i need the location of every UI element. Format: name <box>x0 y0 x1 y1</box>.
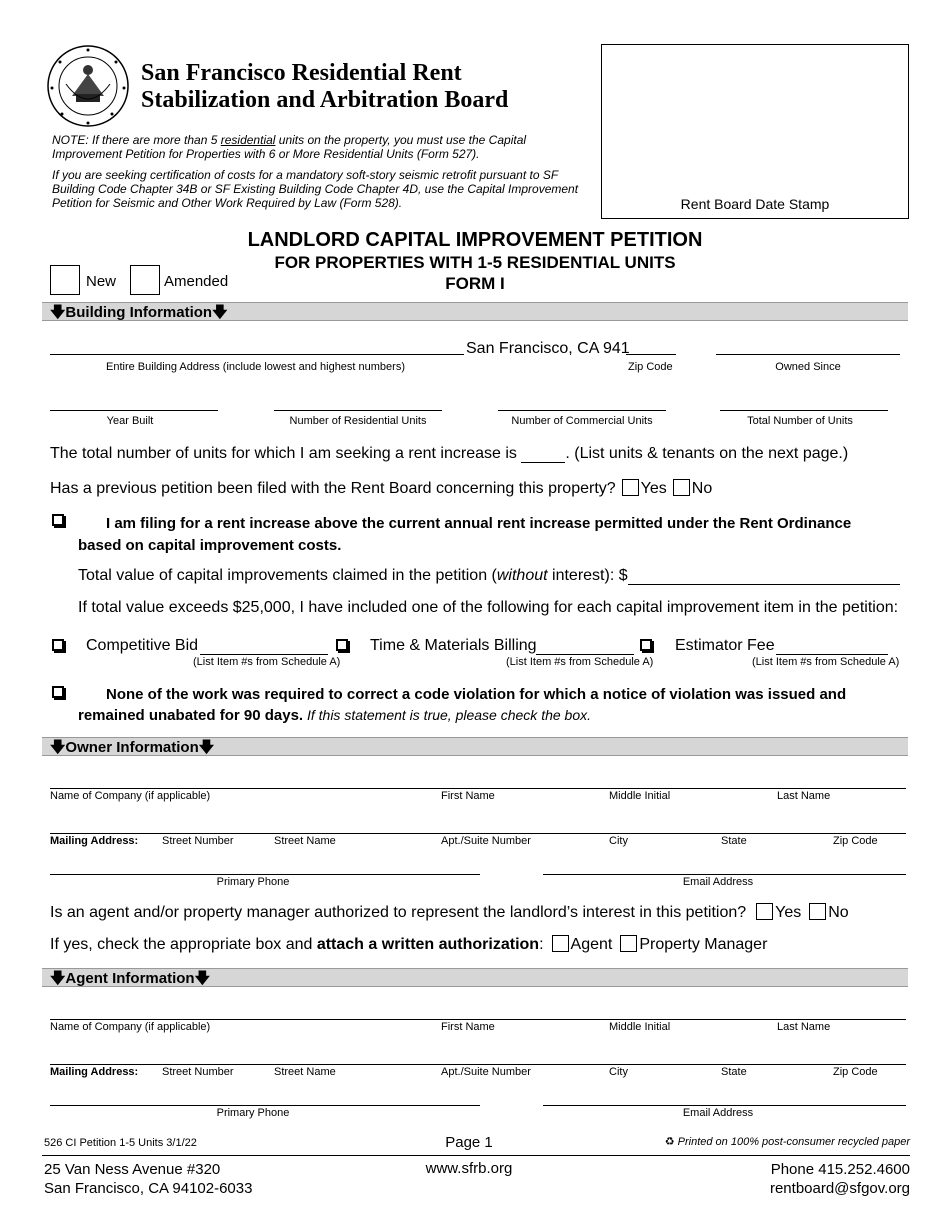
form-title: LANDLORD CAPITAL IMPROVEMENT PETITION <box>247 229 703 251</box>
owner-company-label: Name of Company (if applicable) <box>50 790 211 802</box>
competitive-bid-checkbox[interactable] <box>52 639 64 651</box>
year-built-field[interactable] <box>50 410 218 411</box>
prev-petition-yes-checkbox[interactable] <box>622 479 639 496</box>
note-seismic: If you are seeking certification of costs for a mandatory soft-story seismic retrofit pursuant to SF Building Code Chapter 34B or SF Existing Building Code Chapter 4D, use the Capital Improvement Petition for Seismic and Other Work Required by Law (Form 528). <box>52 168 579 210</box>
agent-apt-label: Apt./Suite Number <box>441 1066 531 1078</box>
com-units-label: Number of Commercial Units <box>511 415 653 427</box>
exceeds-text: If total value exceeds $25,000, I have included one of the following for each capital improvement item in the petition: <box>78 599 899 616</box>
filing-statement: I am filing for a rent increase above the current annual rent increase permitted under the Rent Ordinance based on capital improvement costs. <box>78 515 852 554</box>
agent-name-field[interactable] <box>50 1019 906 1020</box>
owned-since-label: Owned Since <box>775 361 841 373</box>
agent-state-label: State <box>721 1066 747 1078</box>
total-value-field[interactable] <box>628 570 900 585</box>
estimator-fee-label: Estimator Fee <box>675 637 775 654</box>
time-materials-note: (List Item #s from Schedule A) <box>506 656 654 668</box>
owner-city-label: City <box>609 835 628 847</box>
code-violation-checkbox[interactable] <box>52 686 64 698</box>
page-number: Page 1 <box>445 1134 493 1151</box>
time-materials-checkbox[interactable] <box>336 639 348 651</box>
owner-street-name-label: Street Name <box>274 835 336 847</box>
recycled-note: ♻ Printed on 100% post-consumer recycled paper <box>664 1136 910 1148</box>
res-units-label: Number of Residential Units <box>289 415 427 427</box>
agent-city-label: City <box>609 1066 628 1078</box>
owner-mailing-label: Mailing Address: <box>50 835 139 847</box>
arrow-down-icon: 🡇 <box>194 970 210 987</box>
owner-zip-label: Zip Code <box>833 835 878 847</box>
city-seal-icon <box>46 44 130 128</box>
footer-address: 25 Van Ness Avenue #320 San Francisco, CA 94102-6033 <box>44 1161 253 1197</box>
agent-section-header: 🡇Agent Information🡇 <box>42 968 908 987</box>
footer-divider <box>42 1155 910 1156</box>
address-label: Entire Building Address (include lowest and highest numbers) <box>106 361 405 373</box>
property-manager-checkbox[interactable] <box>620 935 637 952</box>
units-question: The total number of units for which I am seeking a rent increase is . (List units & tenants on the next page.) <box>50 445 849 462</box>
arrow-down-icon: 🡇 <box>50 304 66 321</box>
prev-petition-question: Has a previous petition been filed with the Rent Board concerning this property? Yes No <box>50 480 713 497</box>
code-violation-statement: None of the work was required to correct a code violation for which a notice of violation was issued and remained unabated for 90 days. If this statement is true, please check the box. <box>78 686 847 724</box>
agent-phone-label: Primary Phone <box>216 1107 290 1119</box>
agent-street-number-label: Street Number <box>162 1066 234 1078</box>
owner-first-name-label: First Name <box>441 790 495 802</box>
agent-company-label: Name of Company (if applicable) <box>50 1021 211 1033</box>
owner-email-label: Email Address <box>682 876 754 888</box>
total-units-label: Total Number of Units <box>747 415 853 427</box>
arrow-down-icon: 🡇 <box>212 304 228 321</box>
form-id: 526 CI Petition 1-5 Units 3/1/22 <box>44 1137 197 1149</box>
footer-email[interactable]: rentboard@sfgov.org <box>769 1180 910 1197</box>
res-units-field[interactable] <box>274 410 442 411</box>
date-stamp-box <box>601 44 909 219</box>
agent-authorized-yes-checkbox[interactable] <box>756 903 773 920</box>
units-count-field[interactable] <box>521 448 565 463</box>
authorization-line: If yes, check the appropriate box and attach a written authorization: Agent Property Manager <box>50 936 768 953</box>
footer-website[interactable]: www.sfrb.org <box>425 1160 513 1177</box>
estimator-fee-note: (List Item #s from Schedule A) <box>752 656 900 668</box>
competitive-bid-label: Competitive Bid <box>86 637 199 654</box>
address-field[interactable] <box>50 354 464 355</box>
agent-mailing-label: Mailing Address: <box>50 1066 139 1078</box>
new-checkbox[interactable] <box>50 265 80 295</box>
agent-zip-label: Zip Code <box>833 1066 878 1078</box>
filing-checkbox[interactable] <box>52 514 64 526</box>
year-built-label: Year Built <box>106 415 154 427</box>
owner-section-header: 🡇Owner Information🡇 <box>42 737 908 756</box>
building-section-header: 🡇Building Information🡇 <box>42 302 908 321</box>
prev-petition-no-checkbox[interactable] <box>673 479 690 496</box>
new-label: New <box>86 273 117 290</box>
amended-label: Amended <box>164 273 229 290</box>
agent-authorized-question: Is an agent and/or property manager authorized to represent the landlord’s interest in this petition? Yes No <box>50 904 849 921</box>
zip-field[interactable] <box>626 354 676 355</box>
owner-phone-field[interactable] <box>50 874 480 875</box>
owner-street-number-label: Street Number <box>162 835 234 847</box>
estimator-fee-field[interactable] <box>776 654 888 655</box>
total-value-line: Total value of capital improvements claimed in the petition (without interest): $ <box>78 567 900 585</box>
agent-last-name-label: Last Name <box>777 1021 831 1033</box>
agent-email-field[interactable] <box>543 1105 906 1106</box>
time-materials-field[interactable] <box>536 654 634 655</box>
agent-middle-initial-label: Middle Initial <box>609 1021 671 1033</box>
agent-authorized-no-checkbox[interactable] <box>809 903 826 920</box>
owner-email-field[interactable] <box>543 874 906 875</box>
agent-email-label: Email Address <box>682 1107 754 1119</box>
com-units-field[interactable] <box>498 410 666 411</box>
city-state-text: San Francisco, CA 941 <box>466 340 630 357</box>
agent-street-name-label: Street Name <box>274 1066 336 1078</box>
agent-address-field[interactable] <box>50 1064 906 1065</box>
arrow-down-icon: 🡇 <box>50 970 66 987</box>
time-materials-label: Time & Materials Billing <box>370 637 537 654</box>
agent-first-name-label: First Name <box>441 1021 495 1033</box>
note-six-units: NOTE: If there are more than 5 residential units on the property, you must use the Capital Improvement Petition for Properties with 6 or More Residential Units (Form 527). <box>52 133 527 161</box>
owner-last-name-label: Last Name <box>777 790 831 802</box>
form-number: FORM I <box>445 274 505 293</box>
owned-since-field[interactable] <box>716 354 900 355</box>
estimator-fee-checkbox[interactable] <box>640 639 652 651</box>
owner-apt-label: Apt./Suite Number <box>441 835 531 847</box>
arrow-down-icon: 🡇 <box>198 739 215 756</box>
owner-middle-initial-label: Middle Initial <box>609 790 671 802</box>
owner-address-field[interactable] <box>50 833 906 834</box>
agent-checkbox[interactable] <box>552 935 569 952</box>
org-name: San Francisco Residential Rent Stabilization and Arbitration Board <box>141 60 509 113</box>
zip-label: Zip Code <box>628 361 673 373</box>
arrow-down-icon: 🡇 <box>50 739 66 756</box>
date-stamp-label: Rent Board Date Stamp <box>680 196 830 212</box>
agent-phone-field[interactable] <box>50 1105 480 1106</box>
owner-phone-label: Primary Phone <box>216 876 290 888</box>
competitive-bid-note: (List Item #s from Schedule A) <box>193 656 341 668</box>
total-units-field[interactable] <box>720 410 888 411</box>
footer-contact: Phone 415.252.4600 rentboard@sfgov.org <box>769 1161 910 1197</box>
form-subtitle: FOR PROPERTIES WITH 1-5 RESIDENTIAL UNITS <box>274 253 676 272</box>
competitive-bid-field[interactable] <box>200 654 328 655</box>
owner-name-field[interactable] <box>50 788 906 789</box>
recycle-icon: ♻ <box>664 1136 675 1148</box>
amended-checkbox[interactable] <box>130 265 160 295</box>
owner-state-label: State <box>721 835 747 847</box>
